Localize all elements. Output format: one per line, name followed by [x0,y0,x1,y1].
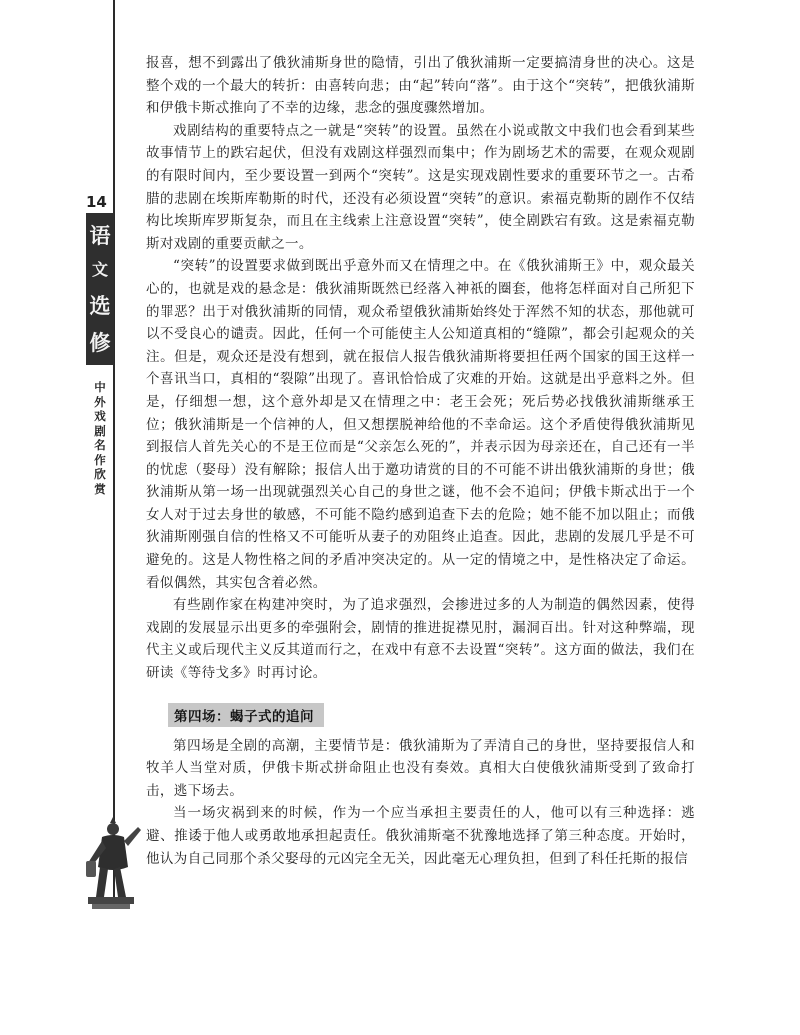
series-title-char: 文 [91,260,108,280]
series-title-block [86,213,114,365]
main-text [146,52,695,870]
paragraph: “突转”的设置要求做到既出乎意外而又在情理之中。在《俄狄浦斯王》中，观众最关心的，也就是戏的悬念是：俄狄浦斯既然已经落入神祇的圈套，他将怎样面对自己所犯下的罪恶？出于对俄狄浦斯的同情，观众希望俄狄浦斯始终处于浑然不知的状态，那他就可以不受良心的谴责。因此，任何一个可能使主人公知道真相的“缝隙”，都会引起观众的关注。但是，观众还是没有想到，就在报信人报告俄狄浦斯将要担任两个国家的国王这样一个喜讯当口，真相的“裂隙”出现了。喜讯恰恰成了灾难的开始。这就是出乎意料之外。但是，仔细想一想，这个意外却是又在情理之中：老王会死；死后势必找俄狄浦斯继承王位；俄狄浦斯是一个信神的人，但又想摆脱神给他的不幸命运。这个矛盾使得俄狄浦斯见到报信人首先关心的不是王位而是“父亲怎么死的”，并表示因为母亲还在，自己还有一半的忧虑（娶母）没有解除；报信人出于邀功请赏的目的不可能不讲出俄狄浦斯的身世；俄狄浦斯从第一场一出现就强烈关心自己的身世之谜，他不会不追问；伊俄卡斯忒出于一个女人对于过去身世的敏感，不可能不隐约感到追查下去的危险；她不能不加以阻止；而俄狄浦斯刚强自信的性格又不可能听从妻子的劝阻终止追查。因此，悲剧的发展几乎是不可避免的。这是人物性格之间的矛盾冲突决定的。从一定的情境之中，是性格决定了命运。看似偶然，其实包含着必然。 [146,258,695,591]
series-title-char: 选 [89,292,111,318]
series-title-char: 修 [89,329,111,355]
paragraph: 第四场是全剧的高潮，主要情节是：俄狄浦斯为了弄清自己的身世，坚持要报信人和牧羊人当堂对质，伊俄卡斯忒拼命阻止也没有奏效。真相大白使俄狄浦斯受到了致命打击，逃下场去。 [146,737,695,799]
section-heading: 第四场：蝎子式的追问 [168,703,324,727]
paragraph: 报喜，想不到露出了俄狄浦斯身世的隐情，引出了俄狄浦斯一定要搞清身世的决心。这是整个戏的一个最大的转折：由喜转向悲；由“起”转向“落”。由于这个“突转”，把俄狄浦斯和伊俄卡斯忒推向了不幸的边缘，悲念的强度骤然增加。 [146,55,695,117]
series-title-char: 语 [89,223,111,249]
page-number: 14 [86,193,107,211]
paragraph: 有些剧作家在构建冲突时，为了追求强烈，会掺进过多的人为制造的偶然因素，使得戏剧的发展显示出更多的牵强附会，剧情的推进捉襟见肘，漏洞百出。针对这种弊端，现代主义或后现代主义反其道而行之，在戏中有意不去设置“突转”。这方面的做法，我们在研读《等待戈多》时再讨论。 [146,597,695,682]
paragraph: 戏剧结构的重要特点之一就是“突转”的设置。虽然在小说或散文中我们也会看到某些故事情节上的跌宕起伏，但没有戏剧这样强烈而集中；作为剧场艺术的需要，在观众观剧的有限时间内，至少要设置一到两个“突转”。这是实现戏剧性要求的重要环节之一。古希腊的悲剧在埃斯库勒斯的时代，还没有必须设置“突转”的意识。索福克勒斯的剧作不仅结构比埃斯库罗斯复杂，而且在主线索上注意设置“突转”，使全剧跌宕有致。这是索福克勒斯对戏剧的重要贡献之一。 [146,122,695,252]
paragraph: 当一场灾祸到来的时候，作为一个应当承担主要责任的人，他可以有三种选择：逃避、推诿于他人或勇敢地承担起责任。俄狄浦斯毫不犹豫地选择了第三种态度。开始时，他认为自己同那个杀父娶母的元凶完全无关，因此毫无心理负担，但到了科任托斯的报信 [146,805,695,867]
warrior-statue-icon [80,815,142,910]
book-title-vertical: 中外戏剧名作欣赏 [94,380,106,496]
margin-rule [113,0,115,905]
